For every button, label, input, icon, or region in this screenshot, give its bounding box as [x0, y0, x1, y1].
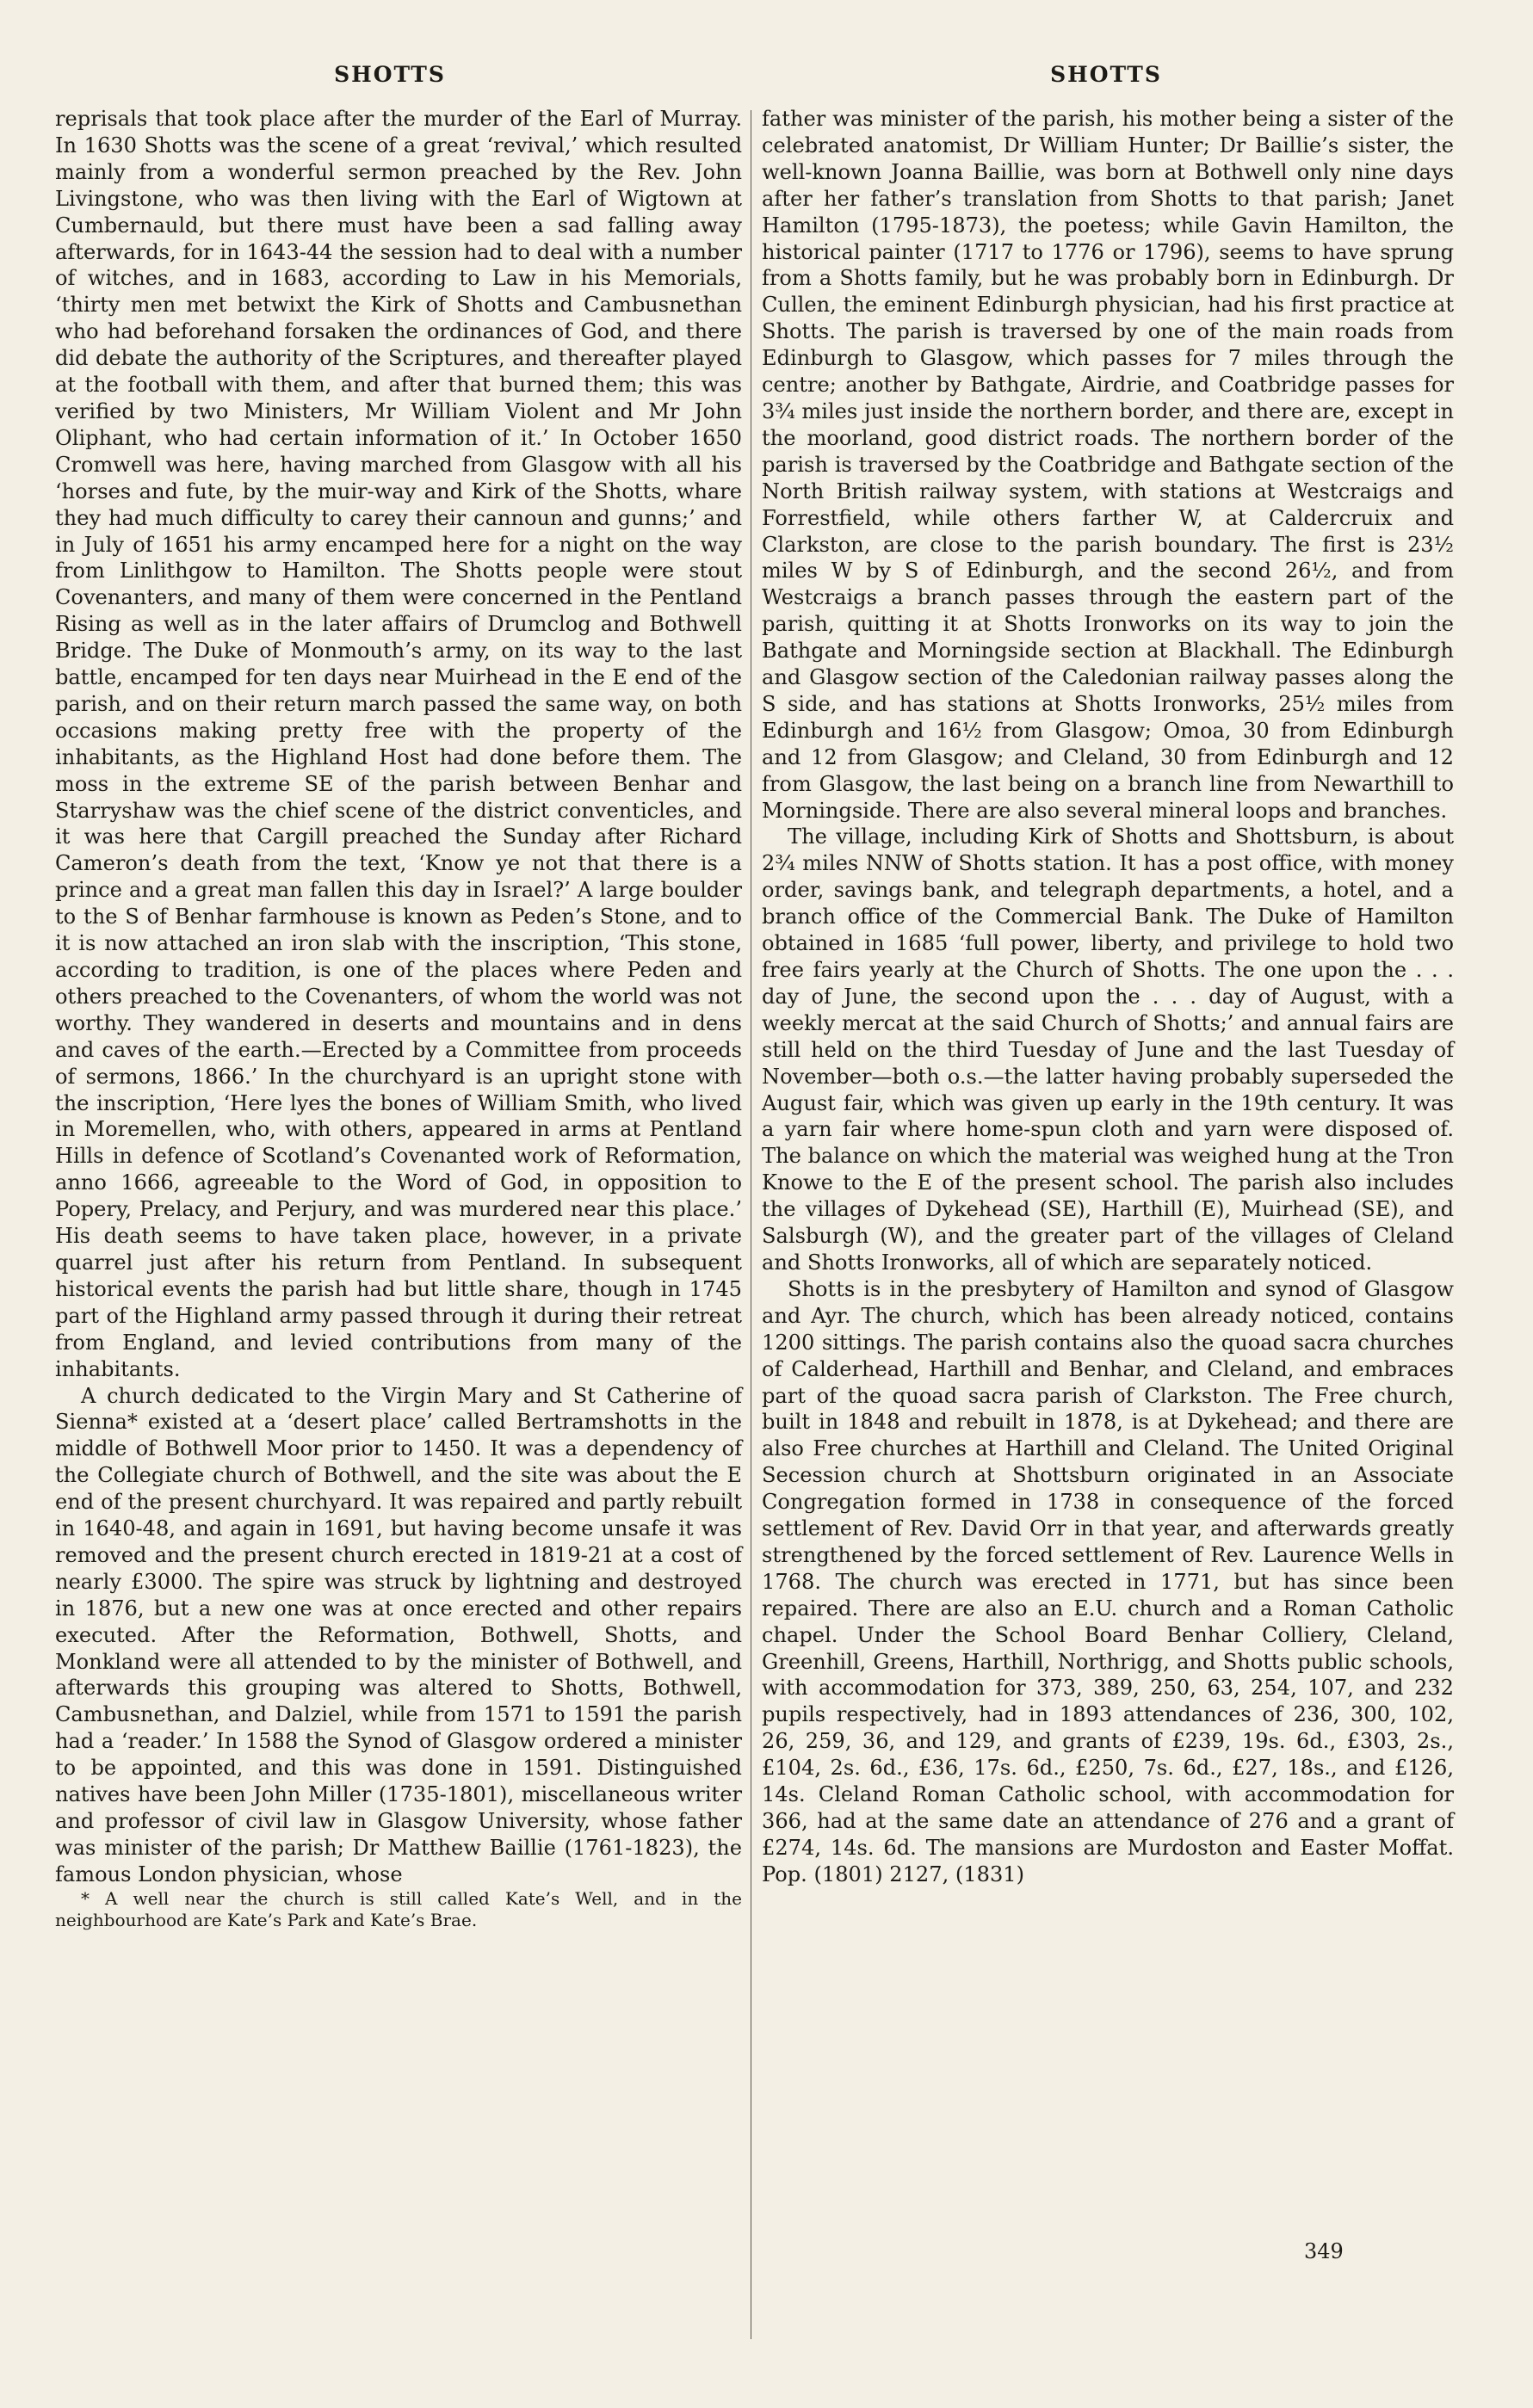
left-column — [55, 106, 742, 1931]
paragraph: A church dedicated to the Virgin Mary and St Catherine of Sienna* existed at a ‘desert place’ called Bertramshotts in the middle of Bothwell Moor prior to 1450. It was a dependency of the Collegiate church of Bothwell, and the site was about the E end of the present churchyard. It was repaired and partly rebuilt in 1640-48, and again in 1691, but having become unsafe it was removed and the present church erected in 1819-21 at a cost of nearly £3000. The spire was struck by lightning and destroyed in 1876, but a new one was at once erected and other repairs executed. After the Reformation, Bothwell, Shotts, and Monkland were all attended to by the minister of Bothwell, and afterwards this grouping was altered to Shotts, Bothwell, Cambusnethan, and Dalziel, while from 1571 to 1591 the parish had a ‘reader.’ In 1588 the Synod of Glasgow ordered a minister to be appointed, and this was done in 1591. Distinguished natives have been John Miller (1735-1801), miscellaneous writer and professor of civil law in Glasgow University, whose father was minister of the parish; Dr Matthew Baillie (1761-1823), the famous London physician, whose — [55, 1383, 742, 1886]
paragraph: Shotts is in the presbytery of Hamilton and synod of Glasgow and Ayr. The church, which has been already noticed, contains 1200 sittings. The parish contains also the quoad sacra churches of Calderhead, Harthill and Benhar, and Cleland, and embraces part of the quoad sacra parish of Clarkston. The Free church, built in 1848 and rebuilt in 1878, is at Dykehead; and there are also Free churches at Harthill and Cleland. The United Original Secession church at Shottsburn originated in an Associate Congregation formed in 1738 in consequence of the forced settlement of Rev. David Orr in that year, and afterwards greatly strengthened by the forced settlement of Rev. Laurence Wells in 1768. The church was erected in 1771, but has since been repaired. There are also an E.U. church and a Roman Catholic chapel. Under the School Board Benhar Colliery, Cleland, Greenhill, Greens, Harthill, Northrigg, and Shotts public schools, with accommodation for 373, 389, 250, 63, 254, 107, and 232 pupils respectively, had in 1893 attendances of 236, 300, 102, 26, 259, 36, and 129, and grants of £239, 19s. 6d., £303, 2s., £104, 2s. 6d., £36, 17s. 6d., £250, 7s. 6d., £27, 18s., and £126, 14s. Cleland Roman Catholic school, with accommodation for 366, had at the same date an attendance of 276 and a grant of £274, 14s. 6d. The mansions are Murdoston and Easter Moffat. Pop. (1801) 2127, (1831) — [762, 1276, 1454, 1886]
running-head-right: SHOTTS — [1050, 62, 1162, 87]
paragraph: father was minister of the parish, his mother being a sister of the celebrated anatomist, Dr William Hunter; Dr Baillie’s sister, the well-known Joanna Baillie, was born at Bothwell only nine days after her father’s translation from Shotts to that parish; Janet Hamilton (1795-1873), the poetess; while Gavin Hamilton, the historical painter (1717 to 1776 or 1796), seems to have sprung from a Shotts family, but he was probably born in Edinburgh. Dr Cullen, the eminent Edinburgh physician, had his first practice at Shotts. The parish is traversed by one of the main roads from Edinburgh to Glasgow, which passes for 7 miles through the centre; another by Bathgate, Airdrie, and Coatbridge passes for 3¾ miles just inside the northern border, and there are, except in the moorland, good district roads. The northern border of the parish is traversed by the Coatbridge and Bathgate section of the North British railway system, with stations at Westcraigs and Forrestfield, while others farther W, at Caldercruix and Clarkston, are close to the parish boundary. The first is 23½ miles W by S of Edinburgh, and the second 26½, and from Westcraigs a branch passes through the eastern part of the parish, quitting it at Shotts Ironworks on its way to join the Bathgate and Morningside section at Blackhall. The Edinburgh and Glasgow section of the Caledonian railway passes along the S side, and has stations at Shotts Ironworks, 25½ miles from Edinburgh and 16½ from Glasgow; Omoa, 30 from Edinburgh and 12 from Glasgow; and Cleland, 30 from Edinburgh and 12 from Glasgow, the last being on a branch line from Newarthill to Morningside. There are also several mineral loops and branches. — [762, 107, 1454, 823]
paragraph: The village, including Kirk of Shotts and Shottsburn, is about 2¾ miles NNW of Shotts station. It has a post office, with money order, savings bank, and telegraph departments, a hotel, and a branch office of the Commercial Bank. The Duke of Hamilton obtained in 1685 ‘full power, liberty, and privilege to hold two free fairs yearly at the Church of Shotts. The one upon the . . . day of June, the second upon the . . . day of August, with a weekly mercat at the said Church of Shotts;’ and annual fairs are still held on the third Tuesday of June and the last Tuesday of November—both o.s.—the latter having probably superseded the August fair, which was given up early in the 19th century. It was a yarn fair where home-spun cloth and yarn were disposed of. The balance on which the material was weighed hung at the Tron Knowe to the E of the present school. The parish also includes the villages of Dykehead (SE), Harthill (E), Muirhead (SE), and Salsburgh (W), and the greater part of the villages of Cleland and Shotts Ironworks, all of which are separately noticed. — [762, 824, 1454, 1275]
page-number: 349 — [1304, 2239, 1344, 2263]
paragraph: reprisals that took place after the murder of the Earl of Murray. In 1630 Shotts was the scene of a great ‘revival,’ which resulted mainly from a wonderful sermon preached by the Rev. John Livingstone, who was then living with the Earl of Wigtown at Cumbernauld, but there must have been a sad falling away afterwards, for in 1643-44 the session had to deal with a number of witches, and in 1683, according to Law in his Memorials, ‘thirty men met betwixt the Kirk of Shotts and Cambusnethan who had beforehand forsaken the ordinances of God, and there did debate the authority of the Scriptures, and thereafter played at the football with them, and after that burned them; this was verified by two Ministers, Mr William Violent and Mr John Oliphant, who had certain information of it.’ In October 1650 Cromwell was here, having marched from Glasgow with all his ‘horses and fute, by the muir-way and Kirk of the Shotts, whare they had much difficulty to carey their cannoun and gunns;’ and in July of 1651 his army encamped here for a night on the way from Linlithgow to Hamilton. The Shotts people were stout Covenanters, and many of them were concerned in the Pentland Rising as well as in the later affairs of Drumclog and Bothwell Bridge. The Duke of Monmouth’s army, on its way to the last battle, encamped for ten days near Muirhead in the E end of the parish, and on their return march passed the same way, on both occasions making pretty free with the property of the inhabitants, as the Highland Host had done before them. The moss in the extreme SE of the parish between Benhar and Starryshaw was the chief scene of the district conventicles, and it was here that Cargill preached the Sunday after Richard Cameron’s death from the text, ‘Know ye not that there is a prince and a great man fallen this day in Israel?’ A large boulder to the S of Benhar farmhouse is known as Peden’s Stone, and to it is now attached an iron slab with the inscription, ‘This stone, according to tradition, is one of the places where Peden and others preached to the Covenanters, of whom the world was not worthy. They wandered in deserts and mountains and in dens and caves of the earth.—Erected by a Committee from proceeds of sermons, 1866.’ In the churchyard is an upright stone with the inscription, ‘Here lyes the bones of William Smith, who lived in Moremellen, who, with others, appeared in arms at Pentland Hills in defence of Scotland’s Covenanted work of Reformation, anno 1666, agreeable to the Word of God, in opposition to Popery, Prelacy, and Perjury, and was murdered near this place.’ His death seems to have taken place, however, in a private quarrel just after his return from Pentland. In subsequent historical events the parish had but little share, though in 1745 part of the Highland army passed through it during their retreat from England, and levied contributions from many of the inhabitants. — [55, 107, 742, 1381]
running-head-left: SHOTTS — [334, 62, 446, 87]
footnote: * A well near the church is still called Kate’s Well, and in the neighbourhood are Kate’s Park and Kate’s Brae. — [55, 1887, 742, 1930]
right-column — [762, 106, 1454, 1888]
